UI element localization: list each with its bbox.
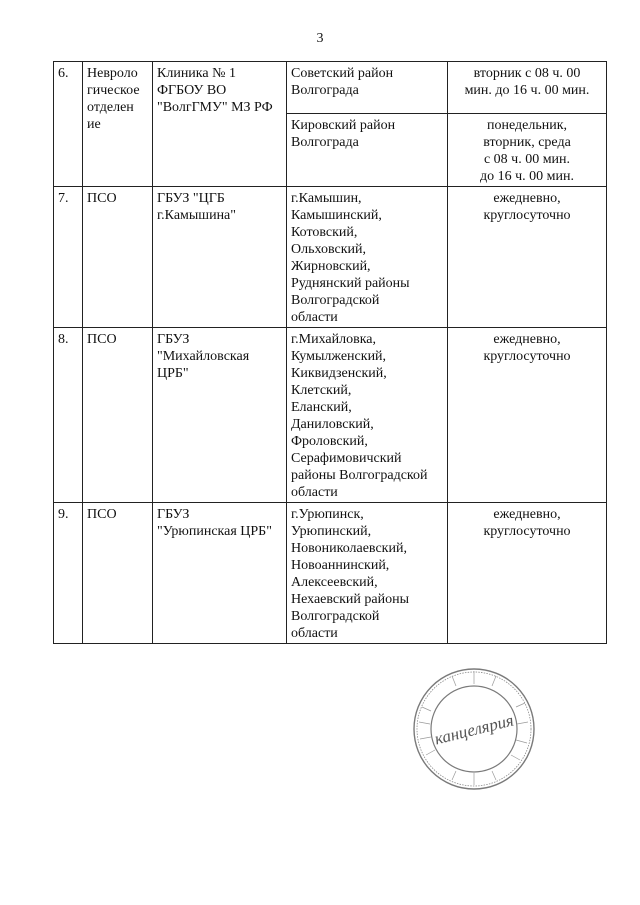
- organization-name: ГБУЗ "ЦГБ г.Камышина": [153, 187, 287, 328]
- row-number: 7.: [54, 187, 83, 328]
- working-hours: вторник с 08 ч. 00 мин. до 16 ч. 00 мин.: [448, 62, 607, 114]
- organization-name: Клиника № 1 ФГБОУ ВО "ВолгГМУ" МЗ РФ: [153, 62, 287, 187]
- service-area: г.Урюпинск, Урюпинский, Новониколаевский, Новоаннинский, Алексеевский, Нехаевский районы Волгоградской области: [287, 503, 448, 644]
- row-number: 8.: [54, 328, 83, 503]
- page-number: 3: [316, 31, 324, 46]
- working-hours: ежедневно, круглосуточно: [448, 503, 607, 644]
- department-type: ПСО: [83, 503, 153, 644]
- organization-name: ГБУЗ "Урюпинская ЦРБ": [153, 503, 287, 644]
- working-hours: ежедневно, круглосуточно: [448, 187, 607, 328]
- department-type: ПСО: [83, 328, 153, 503]
- service-area: Советский район Волгограда: [287, 62, 448, 114]
- department-type: ПСО: [83, 187, 153, 328]
- row-number: 6.: [54, 62, 83, 187]
- service-area: г.Камышин, Камышинский, Котовский, Ольховский, Жирновский, Руднянский районы Волгоградской области: [287, 187, 448, 328]
- row-number: 9.: [54, 503, 83, 644]
- schedule-table: [53, 61, 607, 644]
- table-row: [54, 328, 607, 503]
- table-row: [54, 503, 607, 644]
- working-hours: понедельник, вторник, среда с 08 ч. 00 мин. до 16 ч. 00 мин.: [448, 114, 607, 187]
- table-row: [54, 187, 607, 328]
- stamp-text: канцелярия: [432, 710, 516, 749]
- working-hours: ежедневно, круглосуточно: [448, 328, 607, 503]
- service-area: г.Михайловка, Кумылженский, Киквидзенский, Клетский, Еланский, Даниловский, Фроловский, Серафимовичский районы Волгоградской области: [287, 328, 448, 503]
- table-row: [54, 62, 607, 114]
- organization-name: ГБУЗ "Михайловская ЦРБ": [153, 328, 287, 503]
- department-type: Невроло гическое отделен ие: [83, 62, 153, 187]
- office-stamp: [412, 667, 536, 791]
- service-area: Кировский район Волгограда: [287, 114, 448, 187]
